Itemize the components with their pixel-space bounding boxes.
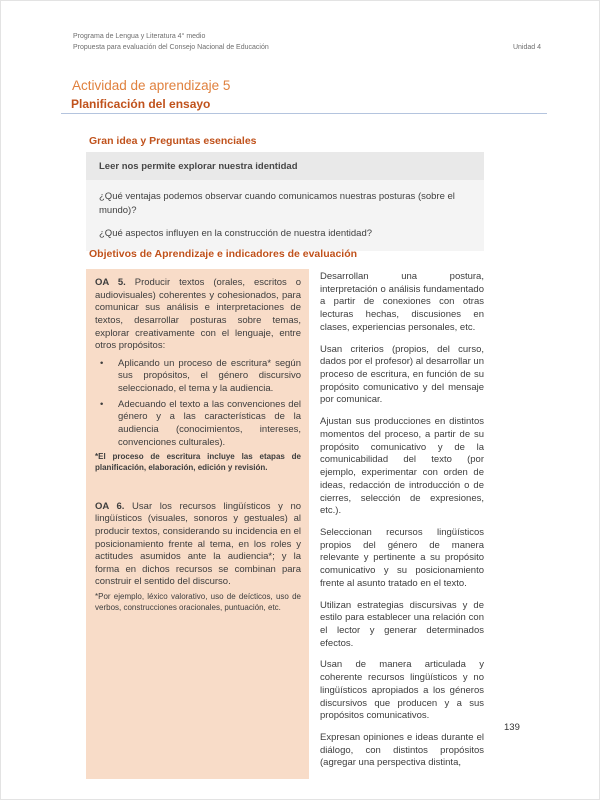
page-header — [73, 32, 541, 53]
learning-objectives-box — [86, 269, 309, 779]
essential-question: ¿Qué ventajas podemos observar cuando comunicamos nuestras posturas (sobre el mundo)? — [99, 191, 455, 216]
oa5-text: Producir textos (orales, escritos o audiovisuales) coherentes y cohesionados, para comunicar sus análisis e interpretaciones de textos, desarrollar posturas sobre temas, explorar creativamente con el lenguaje, entre otros propósitos: — [95, 277, 301, 352]
list-item — [95, 358, 301, 396]
indicator-paragraph: Expresan opiniones e ideas durante el diálogo, con distintos propósitos (agregar una perspectiva distinta, — [320, 732, 484, 769]
title-divider-rule — [61, 113, 547, 114]
list-item — [95, 399, 301, 450]
activity-subtitle: Planificación del ensayo — [71, 97, 211, 111]
evaluation-indicators-column — [320, 269, 484, 779]
indicator-paragraph: Utilizan estrategias discursivas y de estilo para establecer una relación con el lector y generar determinados efectos. — [320, 599, 484, 649]
bullet-icon: • — [100, 398, 104, 410]
header-unit-label: Unidad 4 — [512, 43, 541, 51]
oa6-text: Usar los recursos lingüísticos y no lingüísticos (visuales, sonoros y gestuales) al producir textos, considerando su incidencia en el posicionamiento frente al tema, en los roles y actitudes asumidos ante la audiencia*; y la forma en dichos recursos se combinan para construir el sentido del discurso. — [95, 500, 302, 588]
header-left — [73, 32, 269, 53]
objectives-columns — [86, 269, 484, 779]
indicator-paragraph: Usan criterios (propios, del curso, dados por el profesor) al desarrollar un proceso de escritura, en función de su propósito comunicativo y del mensaje por comunicar. — [320, 343, 484, 406]
indicator-paragraph: Ajustan sus producciones en distintos momentos del proceso, a partir de su propósito comunicativo y de la comunicabilidad del texto (por ejemplo, experimentar con orden de ideas, redacción de introducción o de cierres, selección de expresiones, etc.). — [320, 416, 484, 517]
objectives-heading: Objetivos de Aprendizaje e indicadores de evaluación — [89, 248, 358, 260]
oa6-footnote: *Por ejemplo, léxico valorativo, uso de deícticos, uso de verbos, construcciones oracionales, puntuación, etc. — [95, 592, 301, 612]
oa5-label: OA 5. — [95, 277, 126, 288]
bullet-text: Aplicando un proceso de escritura* según sus propósitos, el género discursivo seleccionado, el tema y la audiencia. — [118, 357, 301, 394]
header-proposal-subtitle: Propuesta para evaluación del Consejo Nacional de Educación — [73, 43, 269, 51]
oa6-label: OA 6. — [95, 500, 125, 512]
indicator-paragraph: Seleccionan recursos lingüísticos propios del género de manera relevante y pertinente a su propósito comunicativo y su posicionamiento frente al asunto tratado en el texto. — [320, 526, 484, 589]
activity-title: Actividad de aprendizaje 5 — [72, 78, 231, 93]
bullet-icon: • — [100, 357, 104, 369]
essential-questions — [86, 180, 484, 251]
oa6-paragraph — [95, 501, 301, 589]
page-number: 139 — [504, 722, 520, 733]
indicator-paragraph: Desarrollan una postura, interpretación o análisis fundamentado a partir de conexiones con otras lecturas hechas, discusiones en clases, experiencias personales, etc. — [320, 271, 484, 333]
oa5-footnote: *El proceso de escritura incluye las etapas de planificación, elaboración, edición y revisión. — [95, 452, 301, 472]
oa5-bullet-list — [95, 358, 301, 449]
bullet-text: Adecuando el texto a las convenciones del género y a las características de la audiencia (conocimientos, intereses, convenciones culturales). — [118, 398, 301, 448]
header-program-title: Programa de Lengua y Literatura 4° medio — [73, 33, 206, 40]
oa5-paragraph — [95, 277, 301, 353]
big-idea-box — [86, 152, 484, 251]
essential-question: ¿Qué aspectos influyen en la construcción de nuestra identidad? — [99, 227, 373, 239]
indicator-paragraph: Usan de manera articulada y coherente recursos lingüísticos y no lingüísticos apropiados a los géneros discursivos que producen y a sus propósitos comunicativos. — [320, 659, 484, 722]
big-idea-statement: Leer nos permite explorar nuestra identidad — [86, 152, 484, 180]
big-idea-heading: Gran idea y Preguntas esenciales — [89, 135, 257, 147]
